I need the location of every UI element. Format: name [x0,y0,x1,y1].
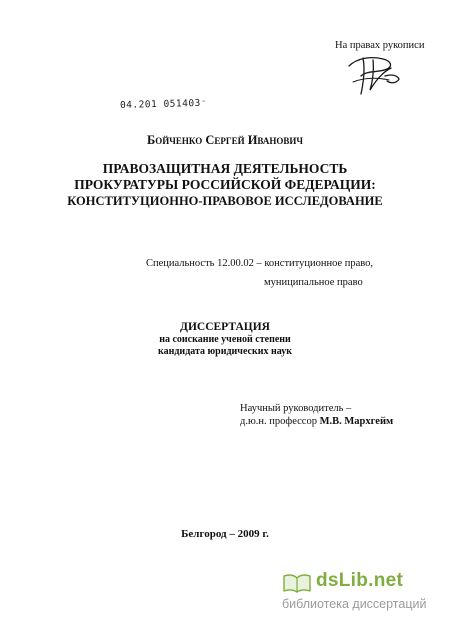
advisor-role: Научный руководитель – [240,403,352,414]
author-given-names: Сергей Иванович [205,133,303,147]
specialty-line-continued: муниципальное право [264,277,363,288]
degree-line: на соискание ученой степени [159,334,291,345]
title-line: ПРОКУРАТУРЫ РОССИЙСКОЙ ФЕДЕРАЦИИ: [74,177,376,192]
author-name [0,133,450,148]
advisor-name: М.В. Мархгейм [319,416,394,427]
advisor-block [240,402,393,428]
specialty-line: Специальность 12.00.02 – конституционное право, [146,258,374,269]
advisor-credentials [240,415,393,428]
watermark-tagline: библиотека диссертаций [282,597,427,611]
dissertation-title [0,161,450,209]
title-line: ПРАВОЗАЩИТНАЯ ДЕЯТЕЛЬНОСТЬ [102,161,348,176]
city-year: Белгород – 2009 г. [181,528,269,540]
archive-code: 04.201 051403⁻ [119,97,208,111]
book-icon [282,572,312,594]
dissertation-heading: ДИССЕРТАЦИЯ [180,321,270,333]
watermark[interactable] [282,570,447,614]
title-line: КОНСТИТУЦИОННО-ПРАВОВОЕ ИССЛЕДОВАНИЕ [67,194,383,208]
rights-notice: На правах рукописи [335,40,425,51]
advisor-rank: д.ю.н. профессор [240,416,317,427]
degree-line: кандидата юридических наук [158,346,292,357]
author-surname: Бойченко [147,133,203,147]
watermark-logo[interactable]: dsLib.net [316,570,404,591]
handwritten-signature [343,50,405,98]
dissertation-block [0,321,450,358]
